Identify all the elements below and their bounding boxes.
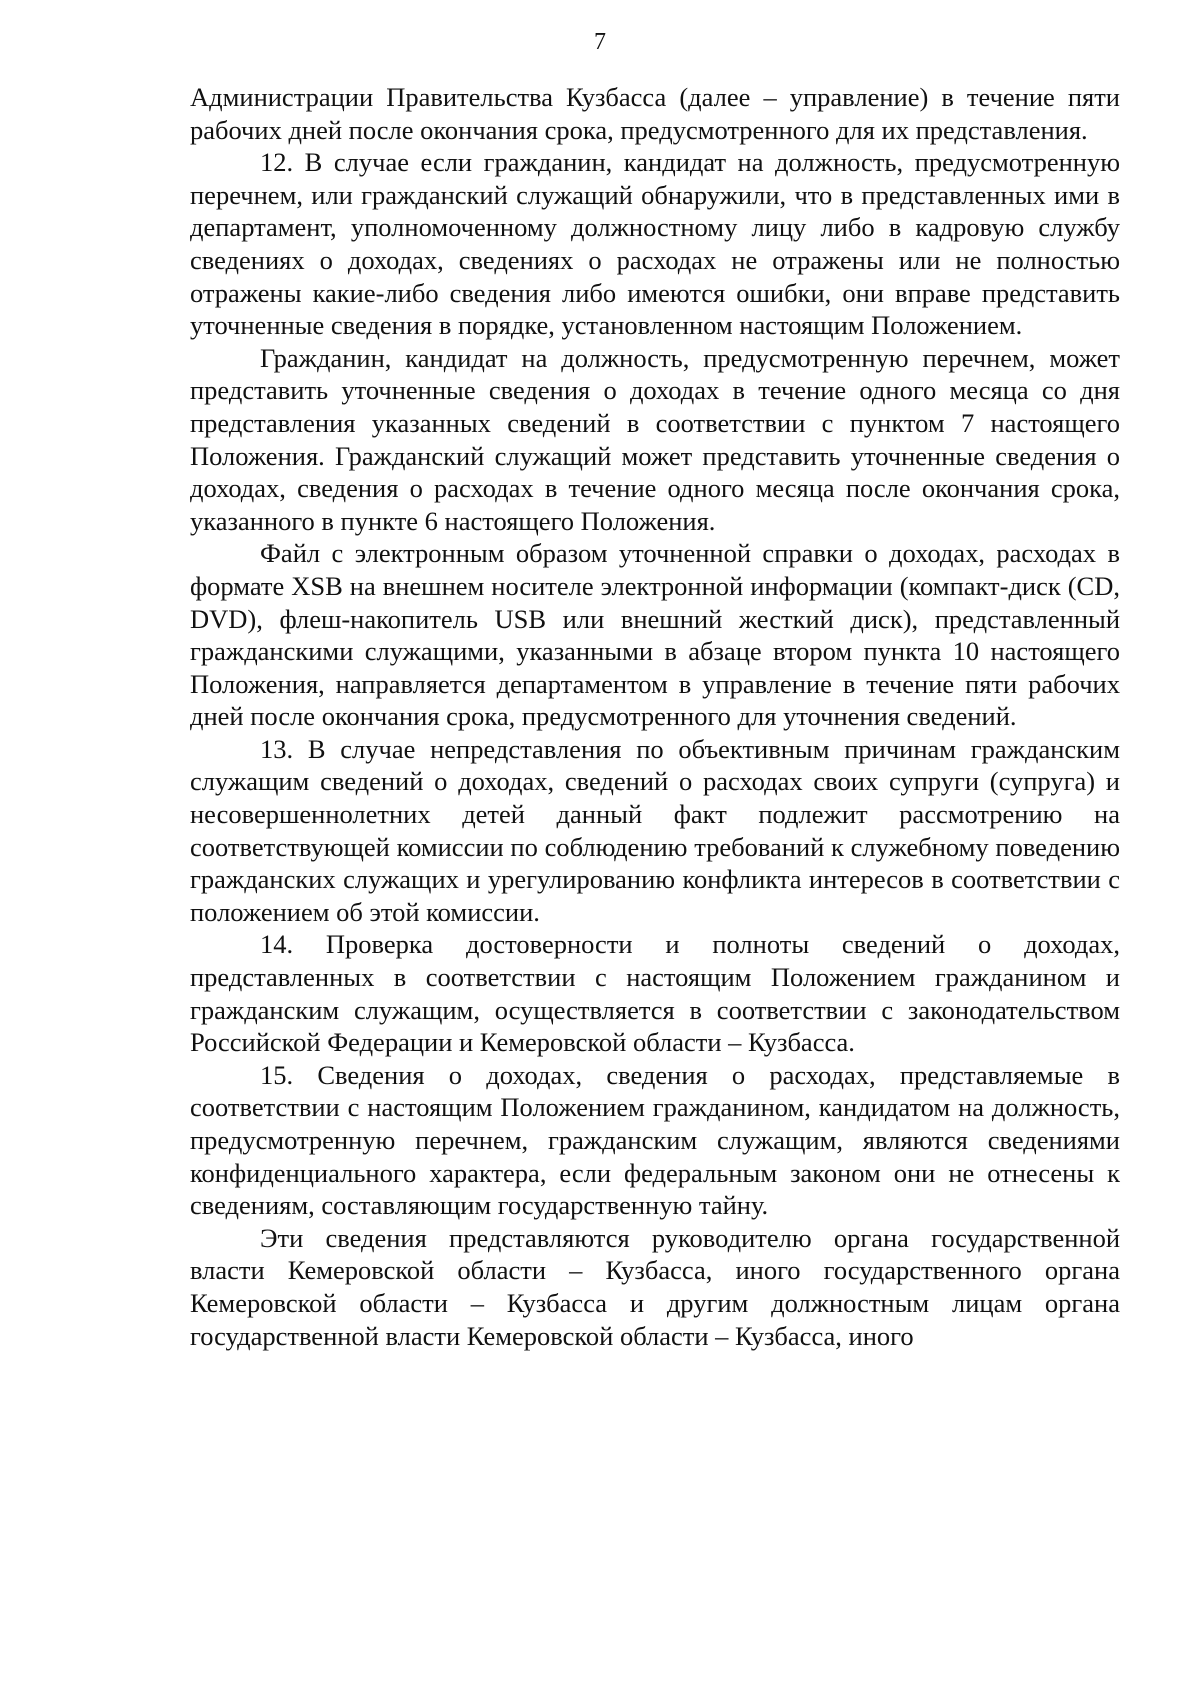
paragraph-clause-15-recipients: Эти сведения представляются руководителю органа государственной власти Кемеровской области – Кузбасса, иного государственного органа Кемеровской области – Кузбасса и другим должностным лицам органа государственной власти Кемеровской области – Кузбасса, иного	[190, 1222, 1120, 1351]
paragraph-clause-12-citizen: Гражданин, кандидат на должность, предусмотренную перечнем, может представить уточненные сведения о доходах в течение одного месяца со дня представления указанных сведений в соответствии с пунктом 7 настоящего Положения. Гражданский служащий может представить уточненные сведения о доходах, сведения о расходах в течение одного месяца после окончания срока, указанного в пункте 6 настоящего Положения.	[190, 342, 1120, 536]
paragraph-clause-13: 13. В случае непредставления по объективным причинам гражданским служащим сведений о доходах, сведений о расходах своих супруги (супруга) и несовершеннолетних детей данный факт подлежит рассмотрению на соответствующей комиссии по соблюдению требований к служебному поведению гражданских служащих и урегулированию конфликта интересов в соответствии с положением об этой комиссии.	[190, 733, 1120, 927]
page-number: 7	[594, 29, 606, 55]
paragraph-clause-12-file: Файл с электронным образом уточненной справки о доходах, расходах в формате XSB на внешнем носителе электронной информации (компакт-диск (CD, DVD), флеш-накопитель USB или внешний жесткий диск), представленный гражданскими служащими, указанными в абзаце втором пункта 10 настоящего Положения, направляется департаментом в управление в течение пяти рабочих дней после окончания срока, предусмотренного для уточнения сведений.	[190, 538, 1120, 732]
paragraph-clause-12: 12. В случае если гражданин, кандидат на должность, предусмотренную перечнем, или гражданский служащий обнаружили, что в представленных ими в департамент, уполномоченному должностному лицу либо в кадровую службу сведениях о доходах, сведениях о расходах не отражены или не полностью отражены какие-либо сведения либо имеются ошибки, они вправе представить уточненные сведения в порядке, установленном настоящим Положением.	[190, 147, 1120, 341]
paragraph-continuation: Администрации Правительства Кузбасса (далее – управление) в течение пяти рабочих дней после окончания срока, предусмотренного для их представления.	[190, 82, 1120, 145]
paragraph-clause-15: 15. Сведения о доходах, сведения о расходах, представляемые в соответствии с настоящим Положением гражданином, кандидатом на должность, предусмотренную перечнем, гражданским служащим, являются сведениями конфиденциального характера, если федеральным законом они не отнесены к сведениям, составляющим государственную тайну.	[190, 1059, 1120, 1221]
paragraph-clause-14: 14. Проверка достоверности и полноты сведений о доходах, представленных в соответствии с настоящим Положением гражданином и гражданским служащим, осуществляется в соответствии с законодательством Российской Федерации и Кемеровской области – Кузбасса.	[190, 929, 1120, 1058]
document-body	[190, 81, 1120, 1352]
